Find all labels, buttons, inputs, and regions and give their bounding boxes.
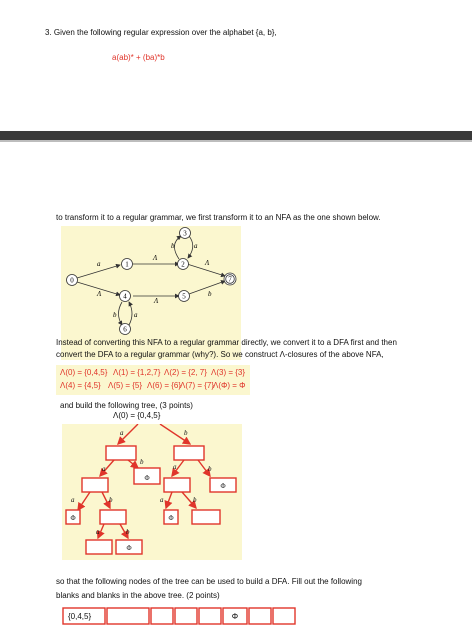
tree-edge-label: a <box>160 496 164 504</box>
phi-label: Φ <box>168 514 174 522</box>
state-0 <box>67 275 78 286</box>
svg-text:7: 7 <box>228 275 232 284</box>
tree-edge-label: b <box>140 458 144 466</box>
edge-label: a <box>194 242 198 250</box>
edge-4-6 <box>119 302 123 325</box>
tree-node <box>106 446 136 460</box>
phi-label: Φ <box>220 482 226 490</box>
tree-edge-label: a <box>173 463 177 471</box>
tree-edge-label: b <box>208 465 212 473</box>
closure-1: Λ(1) = {1,2,7} <box>113 368 161 377</box>
closure-5: Λ(5) = {5} <box>108 381 143 390</box>
tree-root-label: Λ(0) = {0,4,5} <box>113 411 161 420</box>
tree-edge-label: b <box>126 528 130 536</box>
svg-text:5: 5 <box>182 292 186 301</box>
svg-text:0: 0 <box>70 276 74 285</box>
divider-bar <box>0 131 472 140</box>
tree-edge-label: b <box>193 496 197 504</box>
edge-2-3 <box>174 236 181 259</box>
svg-text:1: 1 <box>125 260 129 269</box>
tree-node <box>164 478 190 492</box>
tree-node <box>174 446 204 460</box>
divider-shadow <box>0 140 472 142</box>
blank-box-5[interactable] <box>199 608 221 624</box>
tree-node <box>82 478 108 492</box>
fill-instructions-line-2: blanks and blanks in the above tree. (2 points) <box>56 591 220 600</box>
tree-edge-label: a <box>96 528 100 536</box>
state-6 <box>120 324 131 335</box>
edge-label: Λ <box>153 254 158 262</box>
edge-label: b <box>113 311 117 319</box>
blank-box-2[interactable] <box>107 608 149 624</box>
closure-0: Λ(0) = {0,4,5} <box>60 368 108 377</box>
blank-value-1: {0,4,5} <box>68 612 92 621</box>
state-3 <box>180 228 191 239</box>
tree-node <box>192 510 220 524</box>
edge-label: Λ <box>205 259 210 267</box>
regular-expression: a(ab)* + (ba)*b <box>112 53 165 62</box>
paragraph-line-1: Instead of converting this NFA to a regular grammar directly, we convert it to a DFA first and then <box>56 338 397 347</box>
blank-box-4[interactable] <box>175 608 197 624</box>
closure-7: Λ(7) = {7} <box>180 381 215 390</box>
state-4 <box>120 291 131 302</box>
closures-box <box>56 365 250 395</box>
phi-label: Φ <box>144 474 150 482</box>
edge-label: a <box>134 311 138 319</box>
state-7-accepting <box>224 273 236 285</box>
tree-node <box>100 510 126 524</box>
edge-label: b <box>208 290 212 298</box>
closure-2: Λ(2) = {2, 7} <box>164 368 207 377</box>
svg-text:3: 3 <box>183 229 187 238</box>
tree-edge-label: a <box>120 429 124 437</box>
state-1 <box>122 259 133 270</box>
tree-edge-label: b <box>109 496 113 504</box>
edge-5-7 <box>189 281 225 294</box>
tree-edge-label: a <box>102 465 106 473</box>
tree-edge-label: b <box>184 429 188 437</box>
closure-phi: Λ(Φ) = Φ <box>213 381 246 390</box>
blank-box-7[interactable] <box>249 608 271 624</box>
blank-box-3[interactable] <box>151 608 173 624</box>
tree-node <box>86 540 112 554</box>
phi-label: Φ <box>70 514 76 522</box>
svg-text:2: 2 <box>181 260 185 269</box>
phi-label: Φ <box>126 544 132 552</box>
paragraph-line-2: convert the DFA to a regular grammar (why?). So we construct Λ-closures of the above NFA, <box>56 350 384 359</box>
question-text: 3. Given the following regular expression over the alphabet {a, b}, <box>45 28 277 37</box>
fill-instructions-line-1: so that the following nodes of the tree can be used to build a DFA. Fill out the following <box>56 577 362 586</box>
closure-3: Λ(3) = {3} <box>211 368 246 377</box>
closure-4: Λ(4) = {4,5} <box>60 381 101 390</box>
edge-label: Λ <box>154 297 159 305</box>
blank-value-6: Φ <box>231 612 239 621</box>
blank-box-8[interactable] <box>273 608 295 624</box>
edge-label: a <box>97 260 101 268</box>
edge-3-2 <box>188 236 193 258</box>
nfa-intro-text: to transform it to a regular grammar, we first transform it to an NFA as the one shown below. <box>56 213 381 222</box>
closure-6: Λ(6) = {6} <box>147 381 182 390</box>
blanks-row <box>62 607 302 632</box>
edge-6-4 <box>129 302 132 325</box>
tree-intro-text: and build the following tree, (3 points) <box>60 401 193 410</box>
state-5 <box>179 291 190 302</box>
edge-label: b <box>171 242 175 250</box>
tree-edge-label: a <box>71 496 75 504</box>
edge-label: Λ <box>97 290 102 298</box>
svg-text:4: 4 <box>123 292 127 301</box>
svg-text:6: 6 <box>123 325 127 334</box>
tree-diagram <box>62 424 242 560</box>
state-2 <box>178 259 189 270</box>
